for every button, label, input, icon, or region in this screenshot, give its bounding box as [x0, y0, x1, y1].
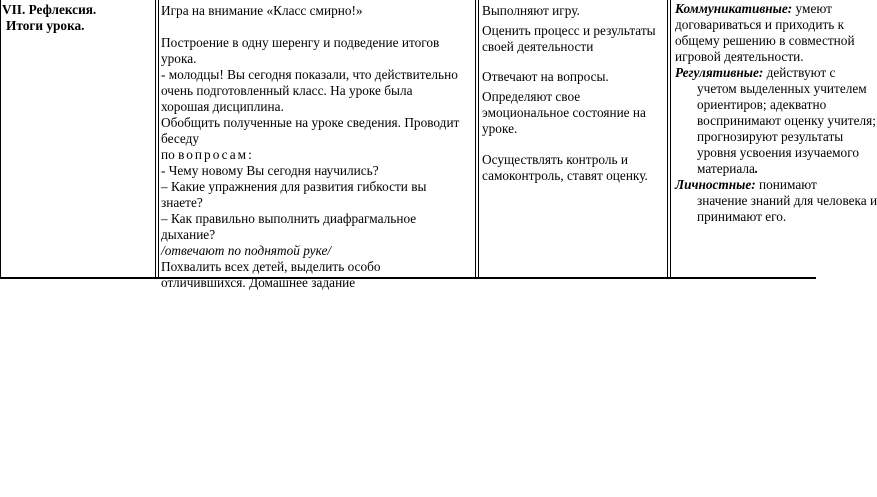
- table-border-left: [0, 0, 1, 277]
- uud-line: ориентиров; адекватно: [697, 97, 827, 112]
- student-line: Выполняют игру.: [482, 3, 580, 18]
- regulatory-heading: Регулятивные: действуют с: [675, 65, 836, 80]
- question-line: - Чему новому Вы сегодня научились?: [161, 163, 379, 178]
- uud-line: принимают его.: [697, 209, 787, 224]
- closing-line: отличившихся. Домашнее задание: [161, 275, 356, 290]
- student-line: Определяют свое: [482, 89, 581, 104]
- closing-line: Похвалить всех детей, выделить особо: [161, 259, 381, 274]
- student-line: своей деятельности: [482, 39, 594, 54]
- uud-cell: [675, 0, 877, 277]
- question-line: дыхание?: [161, 227, 216, 242]
- student-line: уроке.: [482, 121, 518, 136]
- questions-intro: по вопросам:: [161, 147, 252, 162]
- teacher-text-line: беседу: [161, 131, 200, 146]
- teacher-text-line: - молодцы! Вы сегодня показали, что действительно: [161, 67, 458, 82]
- column-divider-3: [667, 0, 671, 277]
- teacher-text-line: очень подготовленный класс. На уроке была: [161, 83, 413, 98]
- student-line: самоконтроль, ставят оценку.: [482, 168, 648, 183]
- question-line: – Какие упражнения для развития гибкости вы: [161, 179, 427, 194]
- stage-cell: [2, 0, 154, 277]
- communicative-heading: Коммуникативные: умеют: [675, 1, 832, 16]
- student-activity-cell: [482, 0, 667, 277]
- question-line: знаете?: [161, 195, 203, 210]
- personal-label: Личностные:: [675, 177, 756, 192]
- teacher-text-line: Построение в одну шеренгу и подведение итогов: [161, 35, 440, 50]
- uud-line: общему решению в совместной: [675, 33, 855, 48]
- uud-line: уровня усвоения изучаемого: [697, 145, 859, 160]
- game-line: Игра на внимание «Класс смирно!»: [161, 3, 363, 18]
- uud-line: воспринимают оценку учителя;: [697, 113, 876, 128]
- teacher-activity-cell: [161, 0, 473, 290]
- student-line: Отвечают на вопросы.: [482, 69, 609, 84]
- questions-word: вопросам: [178, 147, 249, 162]
- question-line: – Как правильно выполнить диафрагмальное: [161, 211, 417, 226]
- column-divider-2: [475, 0, 479, 277]
- teacher-text-line: Обобщить полученные на уроке сведения. Проводит: [161, 115, 460, 130]
- student-line: Осуществлять контроль и: [482, 152, 628, 167]
- student-line: эмоциональное состояние на: [482, 105, 646, 120]
- uud-line: игровой деятельности.: [675, 49, 804, 64]
- uud-line: договариваться и приходить к: [675, 17, 845, 32]
- uud-line: прогнозируют результаты: [697, 129, 844, 144]
- uud-line: значение знаний для человека и: [697, 193, 877, 208]
- personal-heading: Личностные: понимают: [675, 177, 817, 192]
- teacher-text-line: хорошая дисциплина.: [161, 99, 284, 114]
- communicative-label: Коммуникативные:: [675, 1, 793, 16]
- uud-line: материала.: [697, 161, 759, 176]
- stage-title: Итоги урока.: [6, 18, 85, 33]
- teacher-text-line: урока.: [161, 51, 197, 66]
- stage-number: VII. Рефлексия.: [2, 2, 97, 17]
- column-divider-1: [155, 0, 159, 277]
- answer-note: /отвечают по поднятой руке/: [161, 243, 332, 258]
- uud-line: учетом выделенных учителем: [697, 81, 867, 96]
- regulatory-label: Регулятивные:: [675, 65, 764, 80]
- student-line: Оценить процесс и результаты: [482, 23, 656, 38]
